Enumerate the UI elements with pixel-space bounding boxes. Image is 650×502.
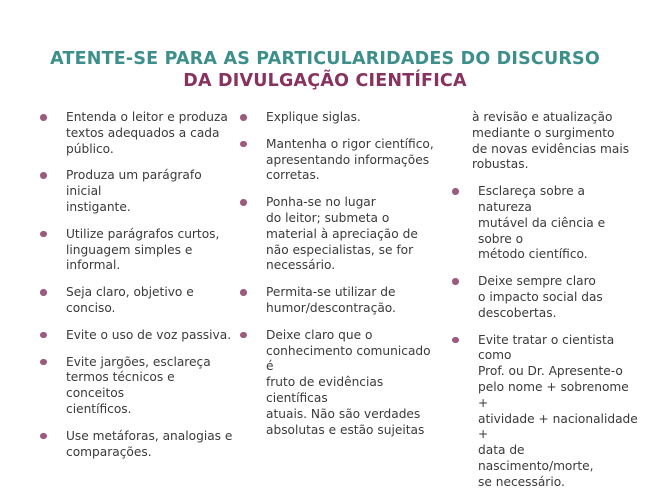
list-item-text: Evite tratar o cientista como Prof. ou Dr. Apresente-o pelo nome + sobrenome + atividade + nacionalidade + data de nascimento/morte, se necessário. (478, 332, 638, 489)
list-item (452, 333, 642, 491)
page-title (0, 48, 650, 92)
bullet-icon (452, 278, 459, 285)
list-item (40, 355, 235, 418)
list-item-text: Seja claro, objetivo e conciso. (66, 285, 194, 315)
list-item-continuation (452, 110, 642, 173)
bullet-icon (240, 289, 247, 296)
list-item (40, 110, 235, 157)
list-item-text: Utilize parágrafos curtos, linguagem simples e informal. (66, 226, 220, 273)
bullet-icon (40, 289, 47, 296)
list-item (40, 285, 235, 317)
bullet-icon (40, 359, 47, 366)
list-item (40, 328, 235, 344)
bullet-icon (452, 337, 459, 344)
list-item (240, 195, 440, 274)
column-3 (452, 110, 642, 502)
bullet-icon (240, 141, 247, 148)
list-item (452, 274, 642, 321)
column-2 (240, 110, 440, 449)
bullet-icon (40, 433, 47, 440)
list-item-text: à revisão e atualização mediante o surgimento de novas evidências mais robustas. (472, 110, 630, 172)
bullet-icon (40, 172, 47, 179)
bullet-icon (40, 332, 47, 339)
bullet-icon (40, 231, 47, 238)
list-item (40, 429, 235, 461)
bullet-icon (240, 332, 247, 339)
list-item (40, 227, 235, 274)
list-item-text: Entenda o leitor e produza textos adequados a cada público. (66, 110, 228, 156)
list-item-text: Mantenha o rigor científico, apresentando informações corretas. (266, 136, 434, 183)
list-item (40, 168, 235, 215)
list-item-text: Evite jargões, esclareça termos técnicos e conceitos científicos. (66, 354, 211, 416)
bullet-icon (40, 114, 47, 121)
list-item-text: Explique siglas. (266, 110, 361, 124)
column-1 (40, 110, 235, 471)
list-item-text: Use metáforas, analogias e comparações. (66, 428, 233, 459)
list-item-text: Deixe claro que o conhecimento comunicado é fruto de evidências científicas atuais. Não são verdades absolutas e estão sujeitas (266, 327, 431, 437)
title-line-2: DA DIVULGAÇÃO CIENTÍFICA (183, 71, 467, 91)
list-item (240, 137, 440, 184)
list-item (240, 328, 440, 439)
list-item-text: Esclareça sobre a natureza mutável da ciência e sobre o método científico. (478, 184, 606, 262)
list-item (240, 110, 440, 126)
list-item-text: Ponha-se no lugar do leitor; submeta o material à apreciação de não especialistas, se for necessário. (266, 195, 418, 273)
list-item-text: Deixe sempre claro o impacto social das descobertas. (478, 274, 603, 320)
list-item-text: Evite o uso de voz passiva. (66, 327, 232, 342)
list-item (240, 285, 440, 317)
title-line-1: ATENTE-SE PARA AS PARTICULARIDADES DO DISCURSO (50, 49, 600, 69)
bullet-icon (452, 188, 459, 195)
list-item-text: Permita-se utilizar de humor/descontração. (266, 285, 396, 315)
bullet-icon (240, 199, 247, 206)
bullet-icon (240, 114, 247, 121)
list-item-text: Produza um parágrafo inicial instigante. (66, 168, 202, 214)
list-item (452, 184, 642, 263)
